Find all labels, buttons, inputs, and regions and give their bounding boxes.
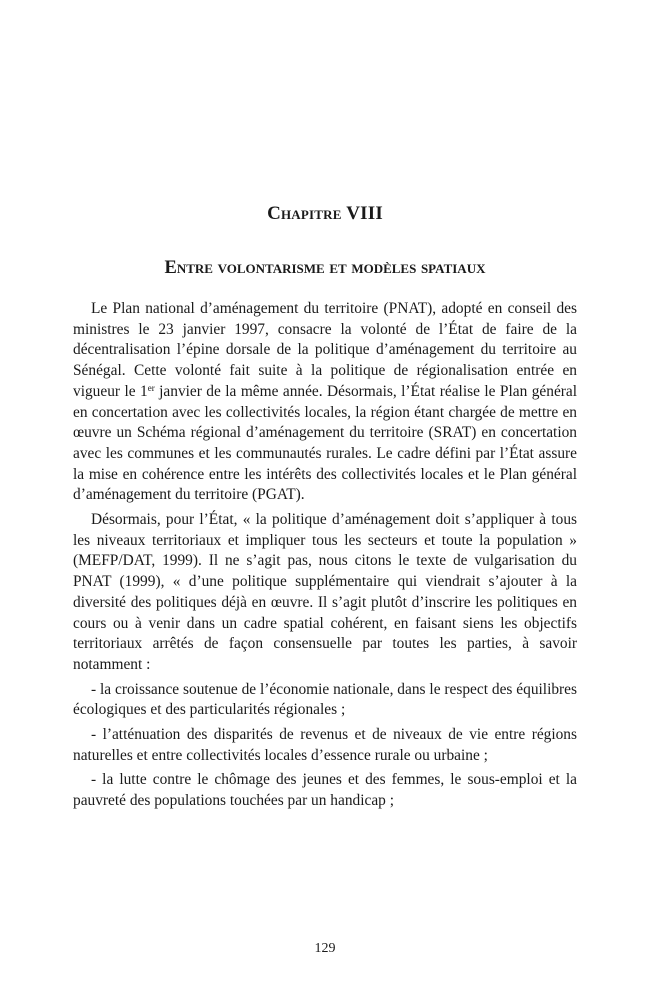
ordinal-superscript: er	[147, 382, 155, 393]
chapter-title: Chapitre VIII	[267, 203, 383, 224]
list-item: - la croissance soutenue de l’économie nationale, dans le respect des équilibres écologiques et des particularités régionales ;	[73, 680, 577, 719]
paragraph-1-text-end: janvier de la même année. Désormais, l’État réalise le Plan général en concertation avec les collectivités locales, la région étant chargée de mettre en œuvre un Schéma régional d’aménagement du territoire (SRAT) en concertation avec les communes et les communautés rurales. Le cadre défini par l’État assure la mise en cohérence entre les intérêts des collectivités locales et le Plan général d’aménagement du territoire (PGAT).	[73, 382, 578, 504]
body-text	[73, 299, 577, 812]
page-number: 129	[314, 941, 336, 956]
list-item: - l’atténuation des disparités de revenus et de niveaux de vie entre régions naturelles et entre collectivités locales d’essence rurale ou urbaine ;	[73, 726, 577, 764]
paragraph-1-text-start: Le Plan national d’aménagement du territoire (PNAT), adopté en conseil des ministres le 23 janvier 1997, consacre la volonté de l’État de faire de la décentralisation l’épine dorsale de la politique d’aménagement du territoire au Sénégal. Cette volonté fait suite à la politique de régionalisation entrée en vigueur le 1	[73, 300, 577, 400]
paragraph-1	[73, 299, 577, 506]
chapter-subtitle: Entre volontarisme et modèles spatiaux	[164, 258, 486, 278]
list-item: - la lutte contre le chômage des jeunes et des femmes, le sous-emploi et la pauvreté des populations touchées par un handicap ;	[73, 771, 577, 810]
book-page	[73, 0, 577, 1008]
paragraph-2: Désormais, pour l’État, « la politique d’aménagement doit s’appliquer à tous les niveaux territoriaux et impliquer tous les secteurs et toute la population » (MEFP/DAT, 1999). Il ne s’agit pas, nous citons le texte de vulgarisation du PNAT (1999), « d’une politique supplémentaire qui viendrait s’ajouter à la diversité des politiques déjà en œuvre. Il s’agit plutôt d’inscrire les politiques en cours ou à venir dans un cadre spatial cohérent, en faisant siens les objectifs territoriaux arrêtés de façon consensuelle par toutes les parties, à savoir notamment :	[73, 511, 577, 673]
